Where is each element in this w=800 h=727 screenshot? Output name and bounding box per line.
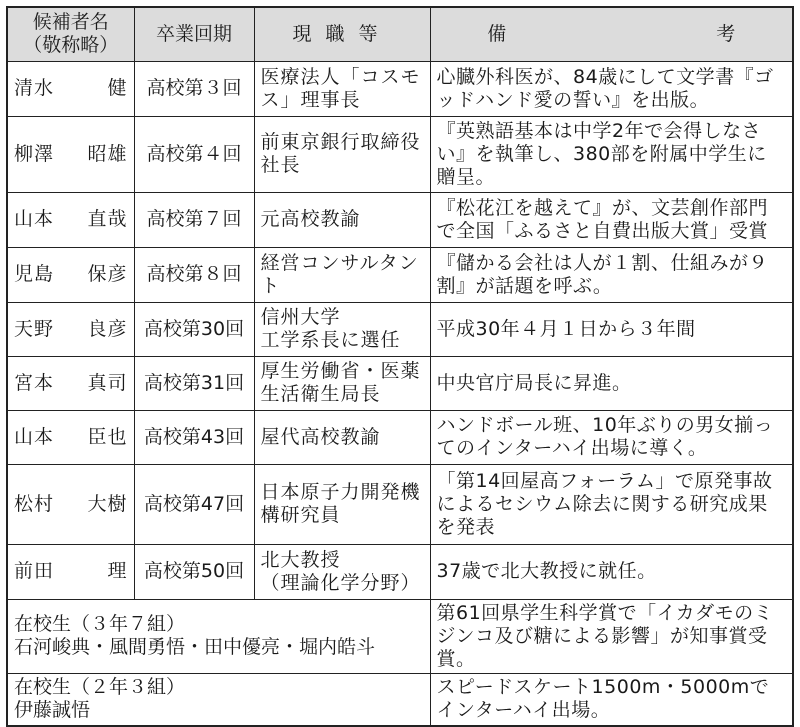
class-cell: 高校第３回 [134, 61, 254, 116]
class-cell: 高校第31回 [134, 356, 254, 410]
candidate-name [7, 464, 134, 544]
job-cell: 厚生労働省・医薬生活衛生局長 [254, 356, 430, 410]
class-cell: 高校第47回 [134, 464, 254, 544]
surname: 宮本 [14, 371, 55, 394]
job-line-2: （理論化学分野） [260, 571, 421, 594]
header-name-note: （敬称略） [23, 34, 119, 57]
table-row [7, 302, 793, 356]
given-name: 昭雄 [87, 142, 128, 165]
surname: 山本 [14, 425, 55, 448]
student-group: 在校生（２年３組） [14, 676, 186, 699]
candidate-name [7, 192, 134, 247]
job-line-1: 信州大学 [260, 306, 341, 328]
header-class: 卒業回期 [134, 7, 254, 61]
surname: 天野 [14, 317, 55, 340]
header-note [430, 7, 793, 61]
job-line-1: 北大教授 [260, 548, 341, 571]
note-cell: 『松花江を越えて』が、文芸創作部門で全国「ふるさと自費出版大賞」受賞 [430, 192, 793, 247]
surname: 前田 [14, 560, 55, 582]
surname: 柳澤 [14, 142, 55, 165]
student-names: 伊藤誠悟 [14, 699, 91, 722]
student-group: 在校生（３年７組） [14, 613, 186, 635]
header-name-label: 候補者名 [32, 11, 109, 34]
table-row [7, 544, 793, 599]
student-names: 石河峻典・風間勇悟・田中優亮・堀内皓斗 [14, 636, 376, 658]
note-cell: 中央官庁局長に昇進。 [430, 356, 793, 410]
table-row [7, 410, 793, 464]
job-cell: 経営コンサルタント [254, 247, 430, 302]
given-name: 保彦 [87, 263, 128, 285]
job-cell: 前東京銀行取締役社長 [254, 116, 430, 192]
header-row [7, 7, 793, 61]
given-name: 健 [107, 77, 128, 99]
table-row [7, 116, 793, 192]
note-cell: 平成30年４月１日から３年間 [430, 302, 793, 356]
given-name: 良彦 [87, 317, 128, 340]
note-cell: 心臓外科医が、84歳にして文学書『ゴッドハンド愛の誓い』を出版。 [430, 61, 793, 116]
student-cell [7, 599, 430, 673]
surname: 清水 [14, 77, 55, 99]
student-row [7, 599, 793, 673]
job-cell [254, 302, 430, 356]
given-name: 理 [107, 560, 128, 582]
candidate-name [7, 247, 134, 302]
header-note-a: 備 [487, 22, 507, 45]
given-name: 臣也 [87, 425, 128, 448]
candidate-name [7, 116, 134, 192]
given-name: 直哉 [87, 208, 128, 230]
class-cell: 高校第８回 [134, 247, 254, 302]
note-cell: ハンドボール班、10年ぶりの男女揃ってのインターハイ出場に導く。 [430, 410, 793, 464]
candidate-name [7, 410, 134, 464]
table-row [7, 464, 793, 544]
given-name: 大樹 [87, 492, 128, 515]
header-job: 現職等 [254, 7, 430, 61]
surname: 松村 [14, 492, 55, 515]
note-cell: 第61回県学生科学賞で「イカダモのミジンコ及び糖による影響」が知事賞受賞。 [430, 599, 793, 673]
given-name: 真司 [87, 371, 128, 394]
header-name [7, 7, 134, 61]
class-cell: 高校第30回 [134, 302, 254, 356]
candidate-name [7, 544, 134, 599]
note-cell: 37歳で北大教授に就任。 [430, 544, 793, 599]
candidate-name [7, 61, 134, 116]
note-cell: 『英熟語基本は中学2年で会得しなさい』を執筆し、380部を附属中学生に贈呈。 [430, 116, 793, 192]
table-row [7, 247, 793, 302]
job-cell: 医療法人「コスモス」理事長 [254, 61, 430, 116]
candidate-table [6, 6, 794, 727]
job-cell: 元高校教諭 [254, 192, 430, 247]
header-note-b: 考 [716, 22, 736, 45]
candidate-name [7, 356, 134, 410]
job-line-2: 工学系長に選任 [260, 329, 401, 351]
class-cell: 高校第７回 [134, 192, 254, 247]
table-row [7, 192, 793, 247]
note-cell: 「第14回屋高フォーラム」で原発事故によるセシウム除去に関する研究成果を発表 [430, 464, 793, 544]
student-cell [7, 673, 430, 726]
table-row [7, 61, 793, 116]
class-cell: 高校第４回 [134, 116, 254, 192]
job-cell [254, 544, 430, 599]
student-row [7, 673, 793, 726]
job-cell: 日本原子力開発機構研究員 [254, 464, 430, 544]
surname: 山本 [14, 208, 55, 230]
class-cell: 高校第43回 [134, 410, 254, 464]
surname: 児島 [14, 263, 55, 285]
note-cell: スピードスケート1500m・5000mでインターハイ出場。 [430, 673, 793, 726]
candidate-name [7, 302, 134, 356]
note-cell: 『儲かる会社は人が１割、仕組みが９割』が話題を呼ぶ。 [430, 247, 793, 302]
table-row [7, 356, 793, 410]
class-cell: 高校第50回 [134, 544, 254, 599]
job-cell: 屋代高校教諭 [254, 410, 430, 464]
